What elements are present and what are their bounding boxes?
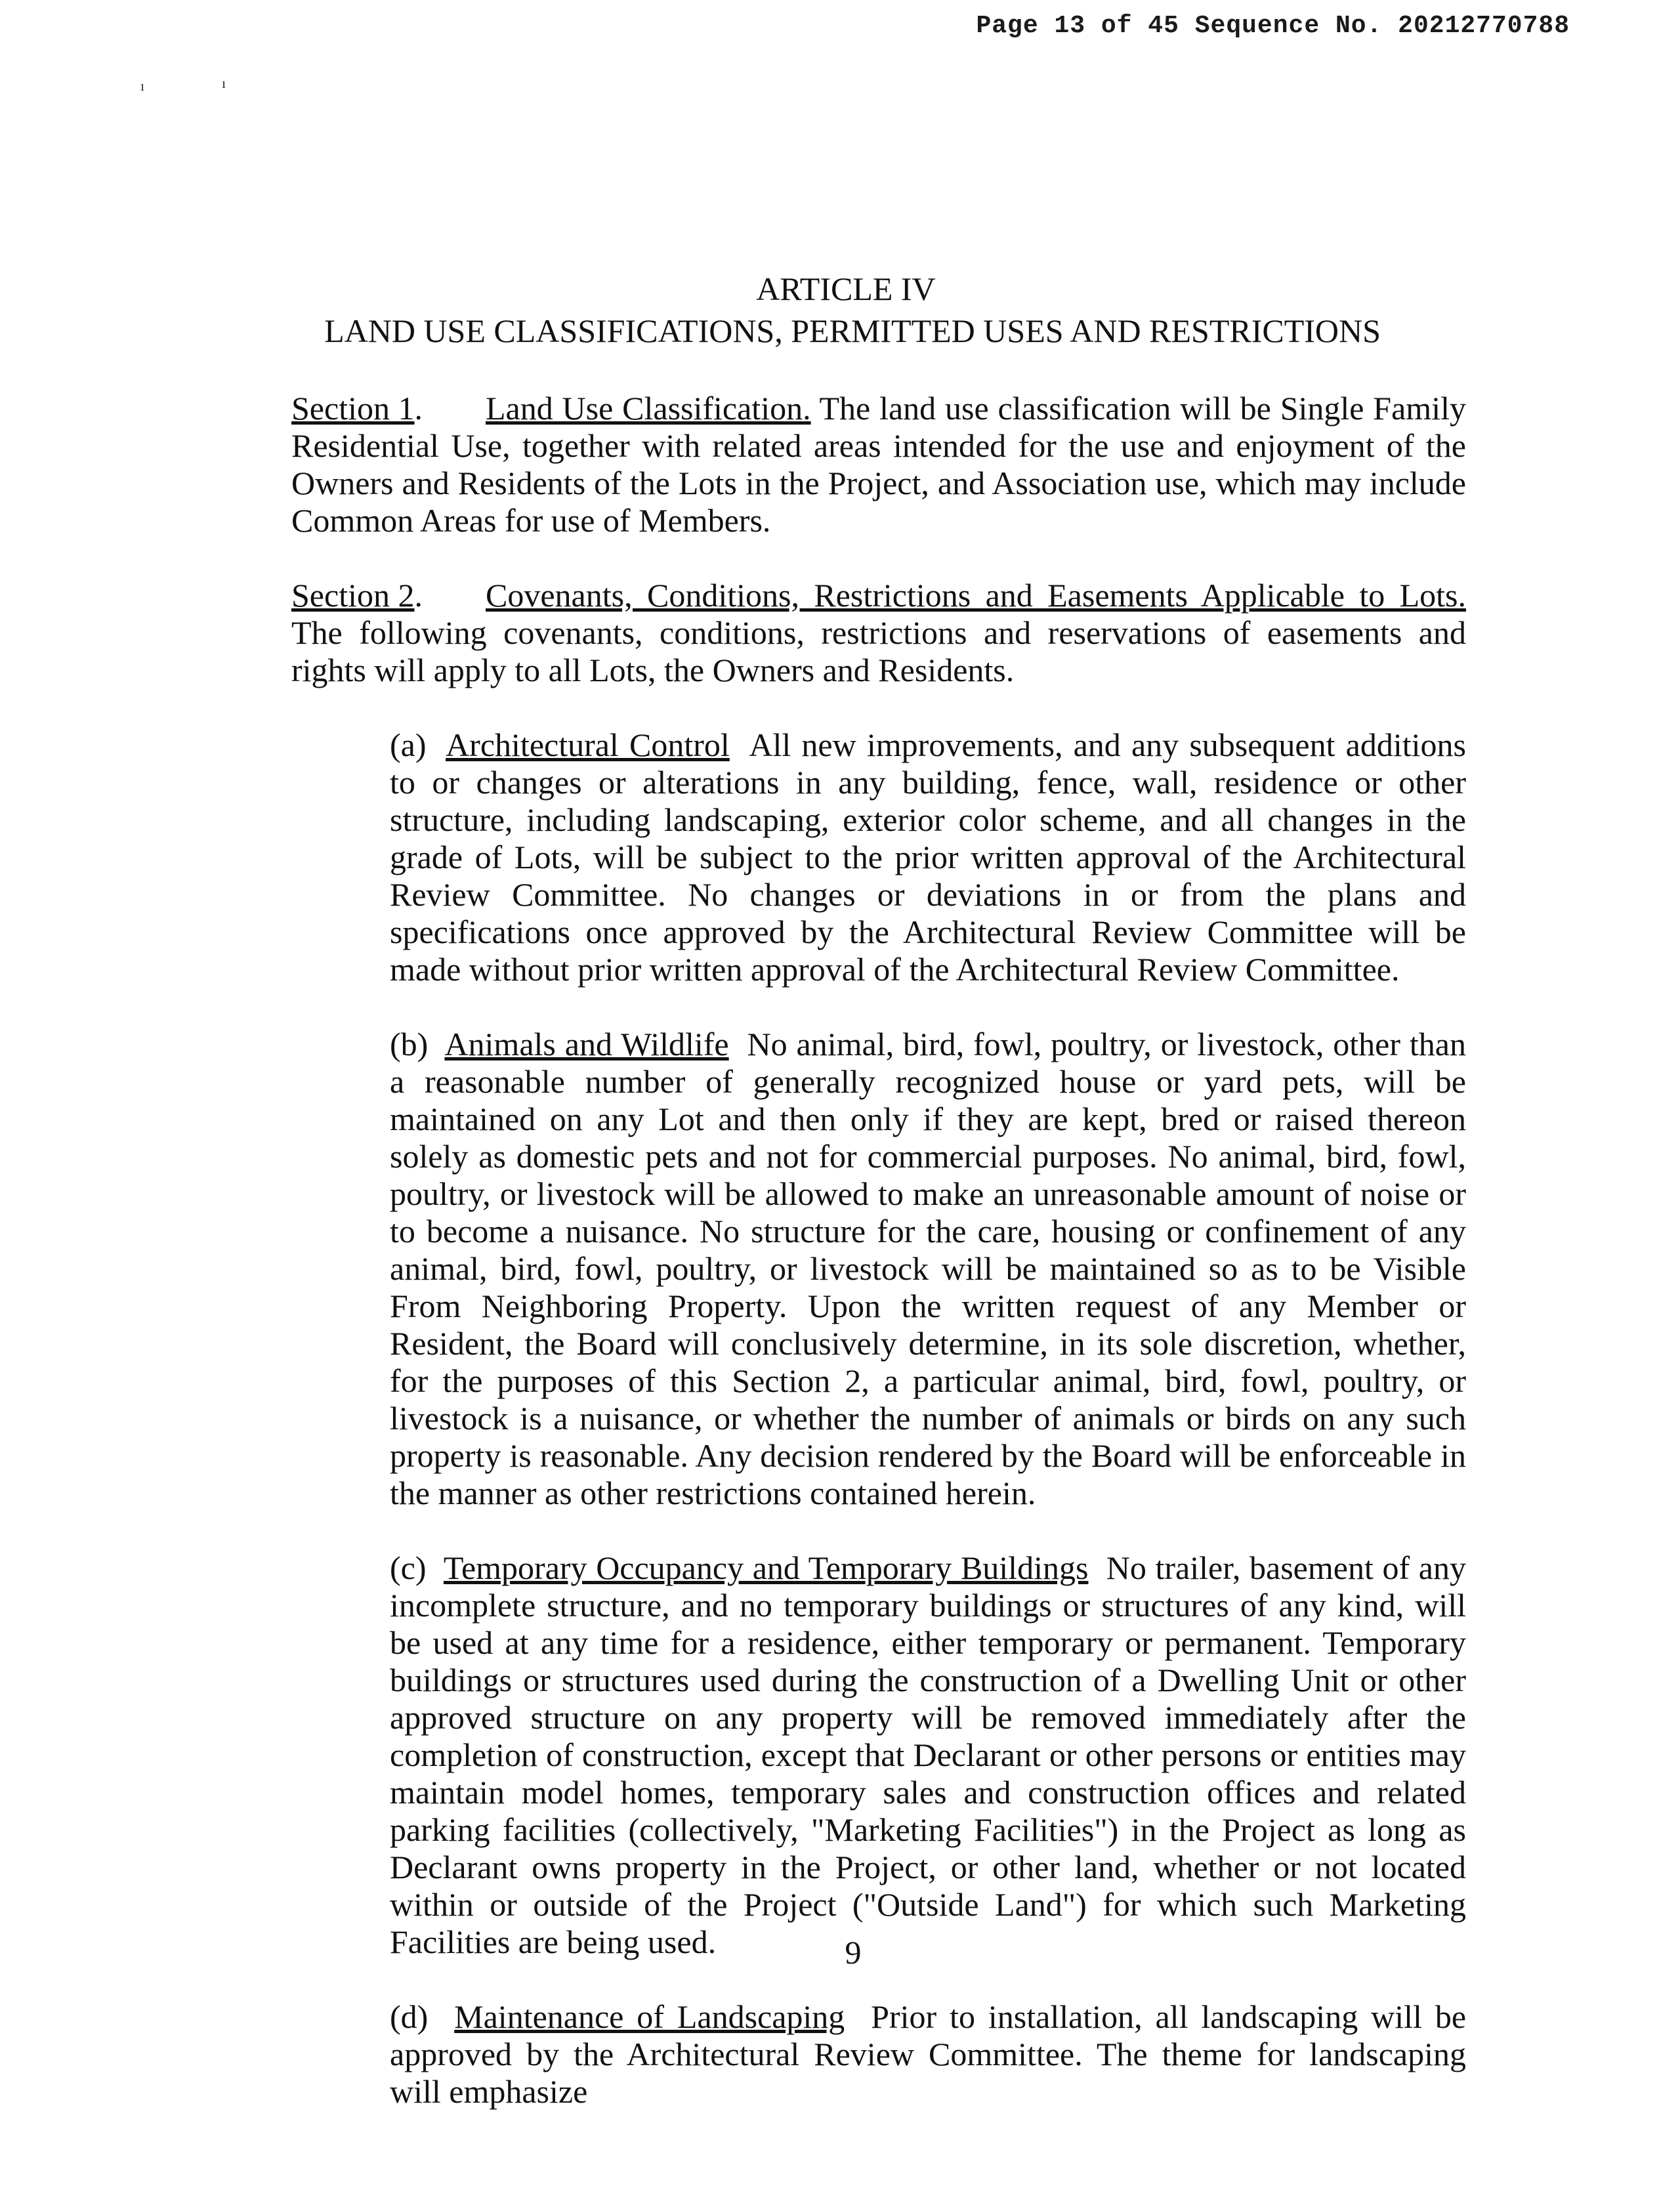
article-number: ARTICLE IV (756, 270, 936, 307)
item-c-paragraph (200, 1549, 1466, 1961)
item-a-heading: Architectural Control (446, 726, 730, 763)
item-a-marker: (a) (390, 726, 427, 763)
page-number: 9 (845, 1934, 862, 1971)
item-d-paragraph (200, 1998, 1466, 2110)
section-2-paragraph: Section 2. Covenants, Conditions, Restrictions and Easements Applicable to Lots. The following covenants, conditions, restrictions and reservations of easements and rights will apply to all Lots, the Owners and Residents. (291, 577, 1466, 688)
section-2-heading: Covenants, Conditions, Restrictions and Easements Applicable to Lots. (486, 577, 1466, 614)
item-d-marker: (d) (390, 1998, 429, 2035)
item-d-body: Prior to installation, all landscaping will be approved by the Architectural Review Committee. The theme for landscaping will emphasize (390, 1998, 1467, 2110)
section-1-label: Section 1 (291, 390, 415, 427)
section-1-paragraph: Section 1. Land Use Classification. The land use classification will be Single Family Residential Use, together with related areas intended for the use and enjoyment of the Owners and Residents of the Lots in the Project, and Association use, which may include Common Areas for use of Members. (291, 390, 1466, 539)
section-2-label: Section 2 (291, 577, 415, 614)
document-body (200, 268, 1466, 2148)
item-b-body: No animal, bird, fowl, poultry, or livestock, other than a reasonable number of generally recognized house or yard pets, will be maintained on any Lot and then only if they are kept, bred or raised thereon solely as domestic pets and not for commercial purposes. No animal, bird, fowl, poultry, or livestock will be allowed to make an unreasonable amount of noise or to become a nuisance. No structure for the care, housing or confinement of any animal, bird, fowl, poultry, or livestock will be maintained so as to be Visible From Neighboring Property. Upon the written request of any Member or Resident, the Board will conclusively determine, in its sole discretion, whether, for the purposes of this Section 2, a particular animal, bird, fowl, poultry, or livestock is a nuisance, or whether the number of animals or birds on any such property is reasonable. Any decision rendered by the Board will be enforceable in the manner as other restrictions contained herein. (390, 1026, 1466, 1511)
article-title: LAND USE CLASSIFICATIONS, PERMITTED USES AND RESTRICTIONS (324, 312, 1381, 349)
item-a-body: All new improvements, and any subsequent additions to or changes or alterations in any building, fence, wall, residence or other structure, including landscaping, exterior color scheme, and all changes in the grade of Lots, will be subject to the prior written approval of the Architectural Review Committee. No changes or deviations in or from the plans and specifications once approved by the Architectural Review Committee will be made without prior written approval of the Architectural Review Committee. (390, 726, 1467, 988)
item-a-paragraph (200, 726, 1466, 988)
page-header: Page 13 of 45 Sequence No. 20212770788 (976, 12, 1570, 40)
item-c-heading: Temporary Occupancy and Temporary Buildings (443, 1549, 1089, 1586)
item-c-marker: (c) (390, 1549, 427, 1586)
section-1-body: The land use classification will be Single Family Residential Use, together with related areas intended for the use and enjoyment of the Owners and Residents of the Lots in the Project, and Association use, which may include Common Areas for use of Members. (291, 390, 1466, 539)
item-b-heading: Animals and Wildlife (444, 1026, 729, 1062)
item-b-marker: (b) (390, 1026, 429, 1062)
item-b-paragraph (200, 1026, 1466, 1512)
section-1-heading: Land Use Classification. (486, 390, 811, 427)
section-2-body: The following covenants, conditions, restrictions and reservations of easements and rights will apply to all Lots, the Owners and Residents. (291, 614, 1466, 688)
item-c-body: No trailer, basement of any incomplete structure, and no temporary buildings or structures of any kind, will be used at any time for a residence, either temporary or permanent. Temporary buildings or structures used during the construction of a Dwelling Unit or other approved structure on any property will be removed immediately after the completion of construction, except that Declarant or other persons or entities may maintain model homes, temporary sales and construction offices and related parking facilities (collectively, "Marketing Facilities") in the Project as long as Declarant owns property in the Project, or other land, whether or not located within or outside of the Project ("Outside Land") for which such Marketing Facilities are being used. (390, 1549, 1466, 1960)
item-d-heading: Maintenance of Landscaping (454, 1998, 845, 2035)
